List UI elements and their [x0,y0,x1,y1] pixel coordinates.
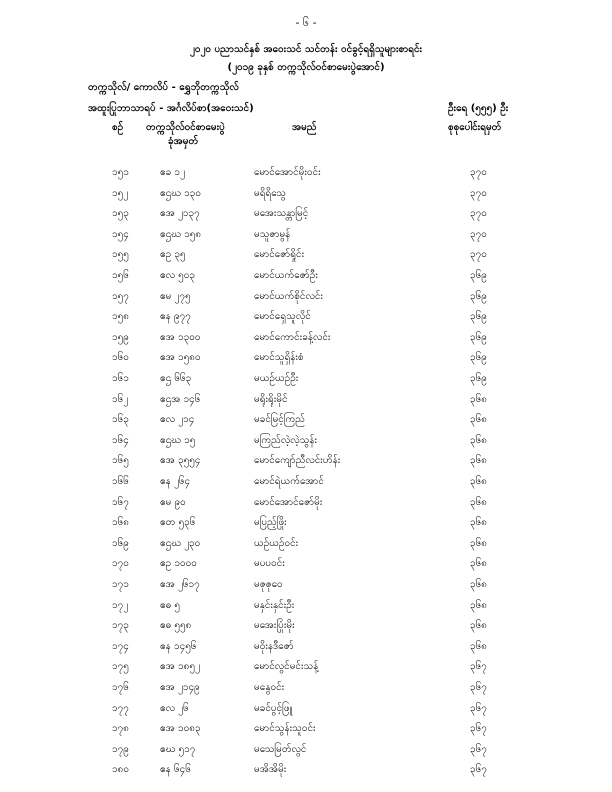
student-name: မောင်သွန်းသူဝင်း [254,723,316,735]
total-marks: ၃၆၉ [470,270,487,281]
total-marks: ၃၆၇ [470,682,487,693]
table-row [0,289,612,309]
table-row [0,577,612,597]
roll-number: ဧအ ၁၈၅၂ [160,661,200,673]
table-row [0,412,612,432]
student-name: မခင်မြင့်ကြည် [254,414,305,426]
row-number: ၁၅၁ [112,167,129,178]
row-number: ၁၆၆ [112,476,129,487]
row-number: ၁၅၂ [112,187,129,199]
student-name: မယဉ်ယဉ်ဦး [254,373,299,384]
table-row [0,247,612,267]
roll-number: ဧမ ၉၀ [160,496,186,508]
table-row [0,433,612,453]
table-row [0,453,612,473]
total-marks: ၃၆၇ [470,661,487,673]
row-number: ၁၅၉ [112,331,129,343]
roll-number: ဧန ၁၄၅၆ [160,640,197,652]
total-marks: ၃၆၈ [470,620,487,632]
total-marks: ၃၆၈ [470,558,487,570]
row-number: ၁၆၂ [112,393,129,405]
row-number: ၁၇၅ [112,661,129,673]
total-marks: ၃၆၉ [470,311,487,323]
row-number: ၁၆၃ [112,414,129,426]
table-row [0,392,612,412]
university-line: တက္ကသိုလ်/ ကောလိပ် - ရွှေဘိုတက္ကသိုလ် [88,82,239,93]
total-marks: ၃၆၉ [470,373,487,384]
table-row [0,206,612,226]
student-name: မောင်ရဲယက်အောင် [254,476,324,487]
column-header-roll: တက္ကသိုလ်ဝင်စာမေးပွဲ [146,122,225,133]
roll-number: ဧဥ ၁၀၀၀ [160,558,197,570]
total-marks: ၃၆၈ [470,496,487,508]
roll-number: ဧအ ၃၅၅၄ [160,455,201,467]
student-name: ယဉ်ယဉ်ဝင်း [254,537,299,549]
student-name: မောင်ဇော်ရှိုင်း [254,249,305,261]
table-row [0,371,612,391]
table-row [0,639,612,659]
student-name: မောင်ယက်စိုင်လင်း [254,290,323,302]
table-row [0,268,612,288]
row-number: ၁၆၇ [112,496,129,508]
row-number: ၁၇၀ [112,558,129,570]
student-name: မနွေဝင်း [254,682,285,693]
table-row [0,330,612,350]
row-number: ၁၆၉ [112,537,129,549]
total-marks: ၃၆၈ [470,414,487,426]
roll-number: ဧဌဃ ၂၃၀ [160,537,201,549]
total-marks: ၃၆၉ [470,331,487,343]
total-marks: ၃၆၈ [470,579,487,590]
table-row [0,598,612,618]
roll-number: ဧန ၂၆၄ [160,476,191,487]
table-row [0,536,612,556]
table-row [0,495,612,515]
roll-number: ဧအ ၂၁၄၉ [160,682,200,693]
row-number: ၁၅၈ [112,311,129,323]
row-number: ၁၆၈ [112,517,129,529]
row-number: ၁၇၁ [112,579,129,590]
student-name: မအေးပြုံးမိုး [254,620,295,632]
total-marks: ၃၆၈ [470,476,487,487]
column-header-no: စဉ် [112,122,124,133]
student-name: မောင်လွင်မင်းသန့် [254,661,319,673]
table-row [0,742,612,762]
roll-number: ဧဌ ၆၆၃ [160,373,192,384]
table-row [0,659,612,679]
table-row [0,350,612,370]
student-name: မောင်ရှေသူလိုင် [254,311,311,323]
row-number: ၁၇၈ [112,723,129,735]
table-row [0,680,612,700]
student-name: မပြည့်ဖြိုး [254,517,287,529]
total-marks: ၃၆၇ [470,702,487,714]
student-name: မအိအိမိုး [254,764,287,776]
row-number: ၁၅၆ [112,270,129,281]
student-name: မောင်အောင်မိုးဝင်း [254,167,321,178]
row-number: ၁၇၃ [112,620,129,632]
student-name: မအေးသန္တာမြင့် [254,208,309,220]
row-number: ၁၅၃ [112,208,129,220]
student-name: မောင်သူရှိန်းစံ [254,352,304,364]
roll-number: ဧအ ၁၀၈၃ [160,723,201,735]
table-row [0,556,612,576]
subject-line: အထူးပြုဘာသာရပ် - အင်္ဂလိပ်စာ(အဝေးသင်) [88,103,254,114]
roll-number: ဧဥ ၃၅ [160,249,186,261]
total-marks: ၃၇၀ [470,208,487,220]
total-marks: ၃၆၈ [470,434,487,446]
total-marks: ၃၆၈ [470,455,487,467]
total-marks: ၃၆၇ [470,723,487,735]
total-marks: ၃၆၈ [470,537,487,549]
total-marks: ၃၆၈ [470,599,487,611]
table-row [0,721,612,741]
roll-number: ဧခ ၁၂ [160,167,185,178]
total-marks: ၃၆၈ [470,517,487,529]
row-number: ၁၇၂ [112,599,129,611]
table-row [0,165,612,185]
table-row [0,762,612,782]
student-name: မောင်ယက်ဇော်ဦး [254,270,318,281]
roll-number: ဧမ ၂၇၅ [160,290,191,302]
roll-number: ဧတ ၅၃၆ [160,517,196,529]
student-name: မခင်ပွင့်ဖြူ [254,702,293,714]
total-marks: ၃၆၉ [470,352,487,364]
row-number: ၁၇၇ [112,702,129,714]
student-name: မရိရိသွေ [254,187,286,199]
roll-number: ဧဌဃ ၁၅ [160,434,196,446]
roll-number: ဧအ ၁၃၀၀ [160,331,201,343]
roll-number: ဧန ၆၄၆ [160,764,191,776]
total-marks: ၃၆၇ [470,764,487,776]
student-name: မသေမြတ်လွင် [254,743,307,755]
student-name: မဝိုးနဒီဇော် [254,640,294,652]
student-name: မောင်အောင်ဇော်မိုး [254,496,323,508]
row-number: ၁၅၅ [112,249,129,261]
table-row [0,474,612,494]
column-header-name: အမည် [292,122,317,133]
roll-number: ဧဌဃ ၁၃၀ [160,187,201,199]
page-number: - ၆ - [295,16,317,29]
row-number: ၁၇၆ [112,682,129,693]
student-name: မသူဇာမွန် [254,228,291,240]
roll-number: ဧဌဃ ၁၅၈ [160,228,202,240]
row-number: ၁၈၀ [112,764,129,776]
table-row [0,309,612,329]
row-number: ၁၇၄ [112,640,129,652]
roll-number: ဧအ ၂၁၃၇ [160,208,200,220]
total-marks: ၃၆၈ [470,393,487,405]
total-marks: ၃၆၇ [470,743,487,755]
row-number: ၁၅၄ [112,228,129,240]
document-subtitle: (၂၀၁၉ ခုနှစ် တက္ကသိုလ်ဝင်စာမေးပွဲအောင်) [227,62,385,73]
roll-number: ဧအ ၁၅၈၀ [160,352,201,364]
document-title: ၂၀၂၀ ပညာသင်နှစ် အဝေးသင် သင်တန်း ဝင်ခွင့်ရရှိသူများစာရင်း [189,44,423,55]
roll-number: ဧဓ ၅၅၈ [160,620,192,632]
total-marks: ၃၇၀ [470,187,487,199]
row-number: ၁၆၅ [112,455,129,467]
roll-number: ဧလ ၂၁၄ [160,414,195,426]
table-row [0,701,612,721]
roll-number: ဧလ ၂၆ [160,702,189,714]
row-number: ၁၆၀ [112,352,129,364]
table-row [0,618,612,638]
column-header-roll-line2: ခုံအမှတ် [168,136,199,147]
roll-number: ဧဓ ၅ [160,599,181,611]
table-row [0,227,612,247]
student-name: မပပဝင်း [254,558,285,570]
roll-number: ဧန ၉၇၇ [160,311,191,323]
table-row [0,515,612,535]
row-number: ၁၅၇ [112,290,129,302]
table-row [0,186,612,206]
student-name: မရိုးရိုးမိုင် [254,393,288,405]
student-name: မနှင်းနှင်းဦး [254,599,295,611]
roll-number: ဧဃ ၅၁၇ [160,743,196,755]
row-number: ၁၆၄ [112,434,129,446]
roll-number: ဧဌအ ၁၄၆ [160,393,201,405]
total-count: ဦးရေ (၅၅၅) ဦး [448,103,509,114]
student-name: မောင်ကျော်ညီလင်းဟိန်း [254,455,341,467]
total-marks: ၃၇၀ [470,167,487,178]
student-name: မောင်ကောင်းခန့်လင်း [254,331,331,343]
row-number: ၁၆၁ [112,373,129,384]
row-number: ၁၇၉ [112,743,129,755]
total-marks: ၃၆၈ [470,640,487,652]
total-marks: ၃၇၀ [470,228,487,240]
roll-number: ဧလ ၅၀၃ [160,270,196,281]
total-marks: ၃၆၉ [470,290,487,302]
roll-number: ဧအ ၂၆၁၇ [160,579,200,590]
student-name: မကြည်လဲ့လဲ့သွန်း [254,434,317,446]
column-header-total: စုစုပေါင်းရမှတ် [448,122,502,133]
student-name: မဇုဇုဝေ [254,579,283,590]
total-marks: ၃၇၀ [470,249,487,261]
